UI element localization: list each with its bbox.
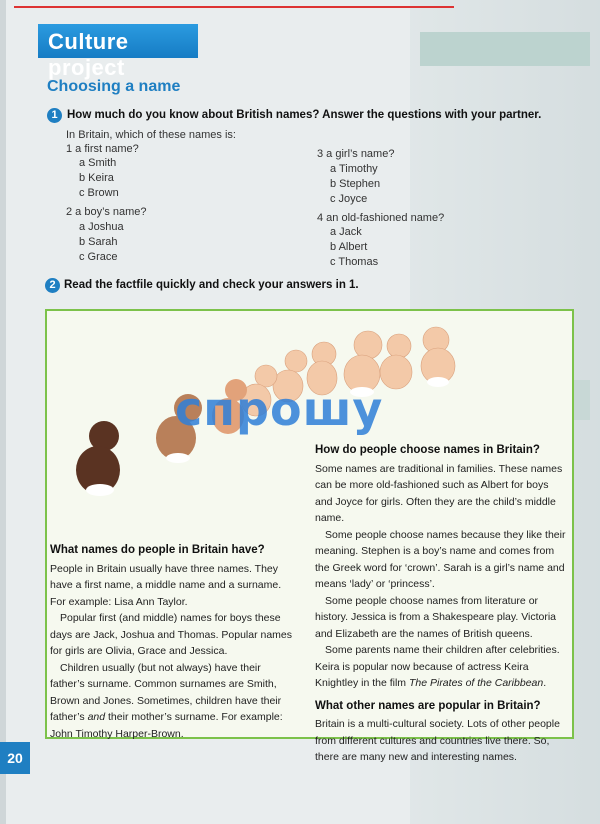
question-2: 2 a boy’s name? bbox=[66, 206, 147, 218]
option: b Keira bbox=[79, 172, 114, 184]
task1-instruction: How much do you know about British names? Answer the questions with your partner. bbox=[67, 109, 542, 121]
option: c Thomas bbox=[330, 256, 379, 268]
paragraph bbox=[50, 660, 293, 743]
paragraph: Some names are traditional in families. These names can be more old-fashioned such as Albert for boys and Joyce for girls. Often they are the child’s middle name. bbox=[315, 462, 563, 524]
paragraph-text: their mother’s surname. For example: John Timothy Harper-Brown. bbox=[50, 711, 283, 740]
option: a Joshua bbox=[79, 221, 124, 233]
task-number-badge: 2 bbox=[45, 278, 60, 293]
facing-page-band bbox=[420, 32, 590, 66]
option: c Joyce bbox=[330, 193, 368, 205]
factfile-heading: What other names are popular in Britain? bbox=[315, 699, 541, 712]
paragraph bbox=[315, 642, 567, 692]
option: a Smith bbox=[79, 157, 117, 169]
paragraph-text: . bbox=[543, 677, 547, 689]
option: b Stephen bbox=[330, 178, 381, 190]
option: c Brown bbox=[79, 187, 119, 199]
page-edge bbox=[0, 0, 6, 824]
factfile-heading: What names do people in Britain have? bbox=[50, 544, 265, 556]
option: b Albert bbox=[330, 241, 368, 253]
paragraph-text: Some parents name their children after celebrities. Keira is popular now because of actress Keira Knightley in the film bbox=[315, 644, 560, 689]
page-number: 20 bbox=[0, 742, 30, 774]
paragraph: People in Britain usually have three names. They have a first name, a middle name and a surname. For example: Lisa Ann Taylor. bbox=[50, 562, 282, 608]
paragraph: Some people choose names because they like their meaning. Stephen is a boy’s name and comes from the Greek word for ‘crown’. Sarah is a girl’s name and means ‘lady’ or ‘princess’. bbox=[315, 528, 566, 590]
factfile-heading: How do people choose names in Britain? bbox=[315, 444, 540, 456]
section-title: Choosing a name bbox=[47, 78, 181, 95]
option: c Grace bbox=[79, 251, 118, 263]
question-1: 1 a first name? bbox=[66, 143, 139, 155]
paragraph-text: Children usually (but not always) have their father’s surname. Common surnames are Smith, Brown and Jones. Sometimes, children have their father’s bbox=[50, 661, 282, 723]
task-number-badge: 1 bbox=[47, 108, 62, 123]
banner-title: Culture project bbox=[48, 29, 129, 80]
factfile-right-column bbox=[315, 442, 567, 766]
film-title: The Pirates of the Caribbean bbox=[408, 677, 544, 689]
task2-instruction: Read the factfile quickly and check your answers in 1. bbox=[64, 279, 359, 291]
question-3: 3 a girl’s name? bbox=[317, 148, 395, 160]
factfile-left-column bbox=[50, 542, 293, 742]
option: a Timothy bbox=[330, 163, 378, 175]
task1-intro: In Britain, which of these names is: bbox=[66, 129, 236, 141]
culture-project-banner bbox=[38, 24, 198, 80]
paragraph: Britain is a multi-cultural society. Lots of other people from different cultures and countries live there. So, there are many new and interesting names. bbox=[315, 718, 560, 763]
question-4: 4 an old-fashioned name? bbox=[317, 212, 445, 224]
option: a Jack bbox=[330, 226, 362, 238]
top-rule bbox=[14, 6, 454, 8]
overlay-stamp: спрошу bbox=[175, 382, 384, 436]
emphasis-text: and bbox=[87, 711, 106, 723]
option: b Sarah bbox=[79, 236, 118, 248]
paragraph: Popular first (and middle) names for boys these days are Jack, Joshua and Thomas. Popular names for girls are Olivia, Grace and Jessica. bbox=[50, 612, 293, 657]
paragraph: Some people choose names from literature or history. Jessica is from a Shakespeare play. Victoria and Elizabeth are the names of British queens. bbox=[315, 594, 557, 640]
